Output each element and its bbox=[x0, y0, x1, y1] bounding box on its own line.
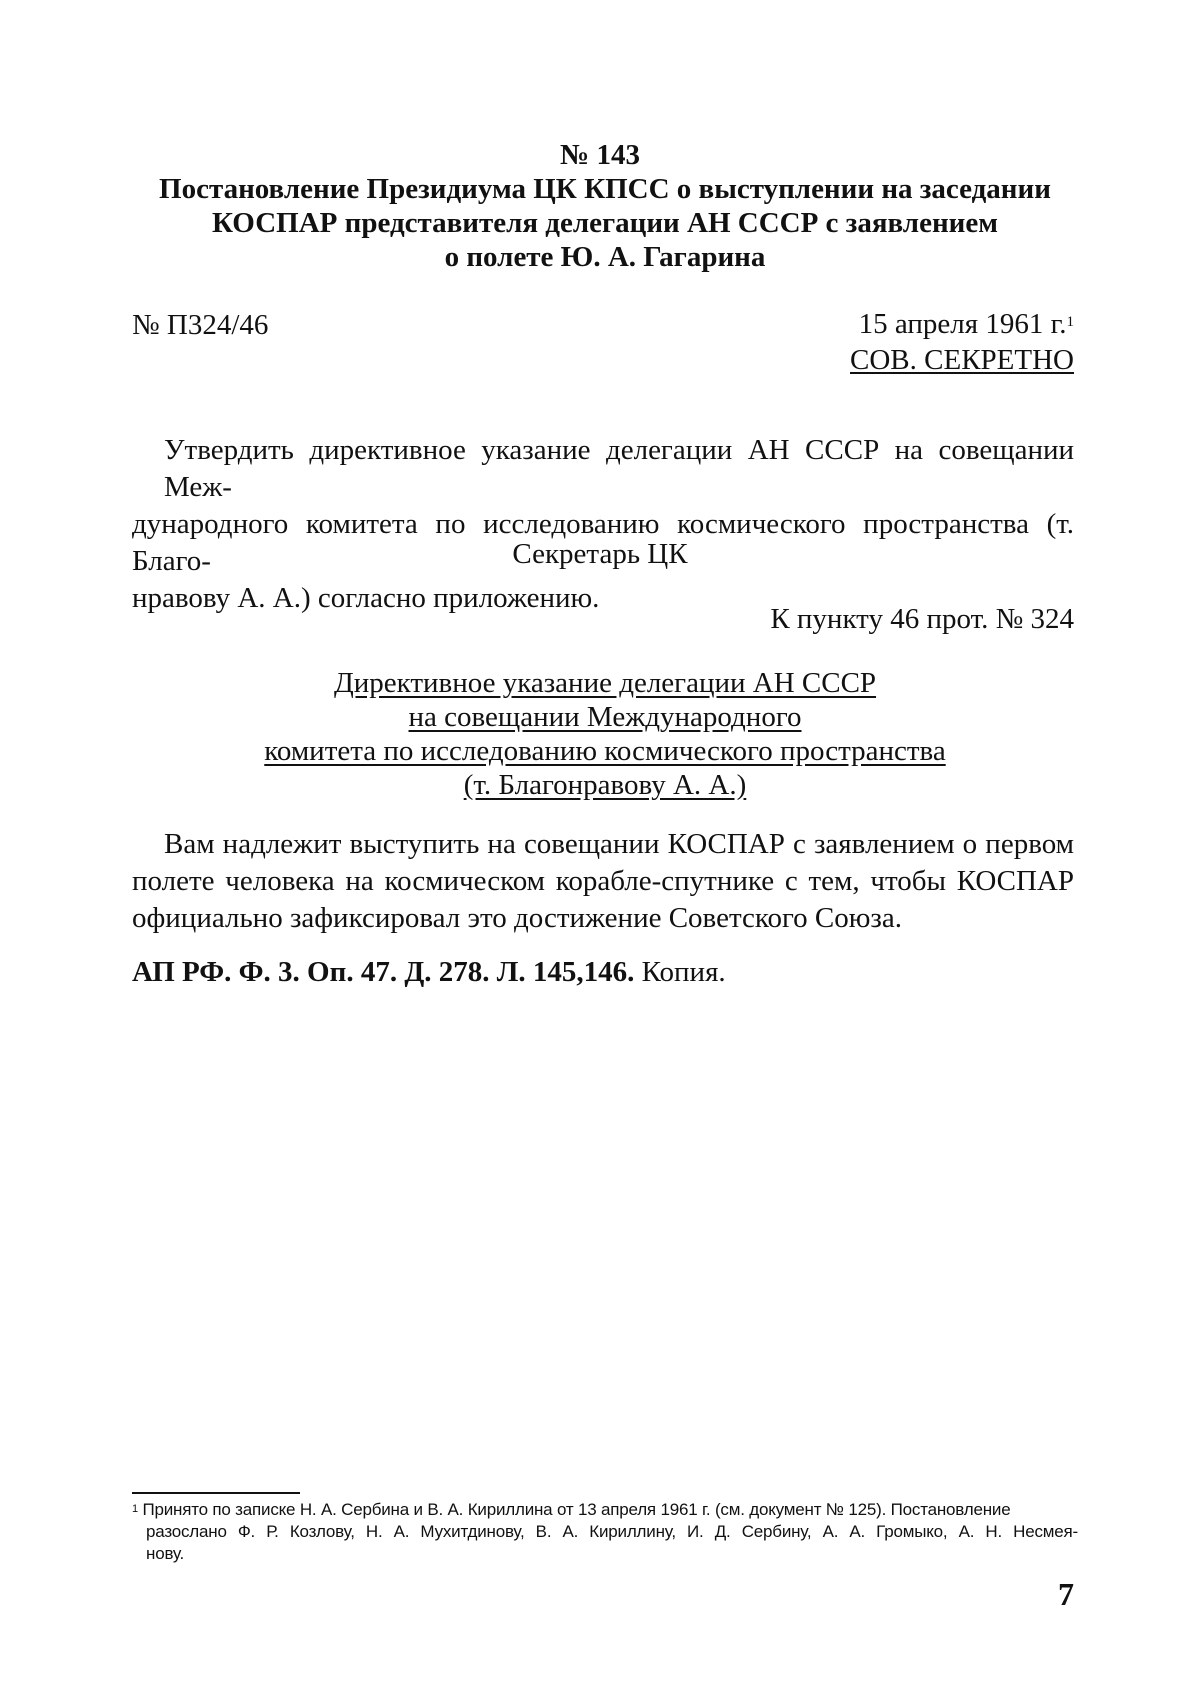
resolution-line: дународного комитета по исследованию космического пространства (т. Благо- bbox=[132, 508, 1074, 577]
resolution-line: нравову А. А.) согласно приложению. bbox=[132, 582, 600, 614]
directive-title-row bbox=[150, 768, 1060, 802]
document-title bbox=[150, 172, 1060, 274]
archive-reference bbox=[132, 954, 726, 990]
attachment-reference: К пункту 46 прот. № 324 bbox=[770, 603, 1074, 635]
directive-line: официально зафиксировал это достижение Советского Союза. bbox=[132, 902, 902, 934]
footnote-divider bbox=[132, 1492, 300, 1494]
date-footnote-mark: 1 bbox=[1066, 314, 1074, 330]
footnote-text: Принято по записке Н. А. Сербина и В. А. Кириллина от 13 апреля 1961 г. (см. документ № 125). Постановление bbox=[142, 1500, 1011, 1519]
footnote-line bbox=[132, 1499, 1078, 1521]
resolution-paragraph bbox=[132, 432, 1074, 617]
directive-paragraph bbox=[132, 826, 1074, 937]
footnote-line: разослано Ф. Р. Козлову, Н. А. Мухитдинову, В. А. Кириллину, И. Д. Сербину, А. А. Громыко, А. Н. Несмея- bbox=[146, 1522, 1078, 1541]
protocol-reference-number: № П324/46 bbox=[132, 309, 269, 341]
directive-title-row bbox=[150, 666, 1060, 700]
directive-title-row bbox=[150, 700, 1060, 734]
document-number: № 143 bbox=[560, 139, 640, 171]
document-date-line bbox=[850, 306, 1074, 342]
directive-title-line: (т. Благонравову А. А.) bbox=[463, 769, 747, 801]
footnote-mark: 1 bbox=[132, 1503, 138, 1515]
document-title-line: о полете Ю. А. Гагарина bbox=[444, 241, 766, 273]
classification-stamp: СОВ. СЕКРЕТНО bbox=[850, 344, 1074, 376]
archive-reference-note: Копия. bbox=[641, 956, 726, 988]
footnote-line: нову. bbox=[146, 1544, 185, 1563]
page-number: 7 bbox=[1058, 1576, 1074, 1612]
directive-title-line: на совещании Международного bbox=[408, 701, 802, 733]
directive-title-line: Директивное указание делегации АН СССР bbox=[333, 667, 877, 699]
directive-line: полете человека на космическом корабле-спутнике с тем, чтобы КОСПАР bbox=[132, 865, 1074, 897]
directive-line: Вам надлежит выступить на совещании КОСПАР с заявлением о первом bbox=[164, 828, 1074, 860]
directive-title-row bbox=[150, 734, 1060, 768]
document-title-line: КОСПАР представителя делегации АН СССР с заявлением bbox=[212, 207, 998, 239]
document-title-line: Постановление Президиума ЦК КПСС о выступлении на заседании bbox=[159, 173, 1051, 205]
date-block bbox=[850, 306, 1074, 378]
document-date: 15 апреля 1961 г. bbox=[858, 308, 1067, 340]
resolution-line: Утвердить директивное указание делегации АН СССР на совещании Меж- bbox=[164, 434, 1074, 503]
footnote bbox=[132, 1499, 1078, 1565]
signature: Секретарь ЦК bbox=[512, 538, 688, 570]
directive-title bbox=[150, 666, 1060, 802]
archive-reference-citation: АП РФ. Ф. 3. Оп. 47. Д. 278. Л. 145,146. bbox=[132, 956, 635, 988]
directive-title-line: комитета по исследованию космического пространства bbox=[264, 735, 946, 767]
